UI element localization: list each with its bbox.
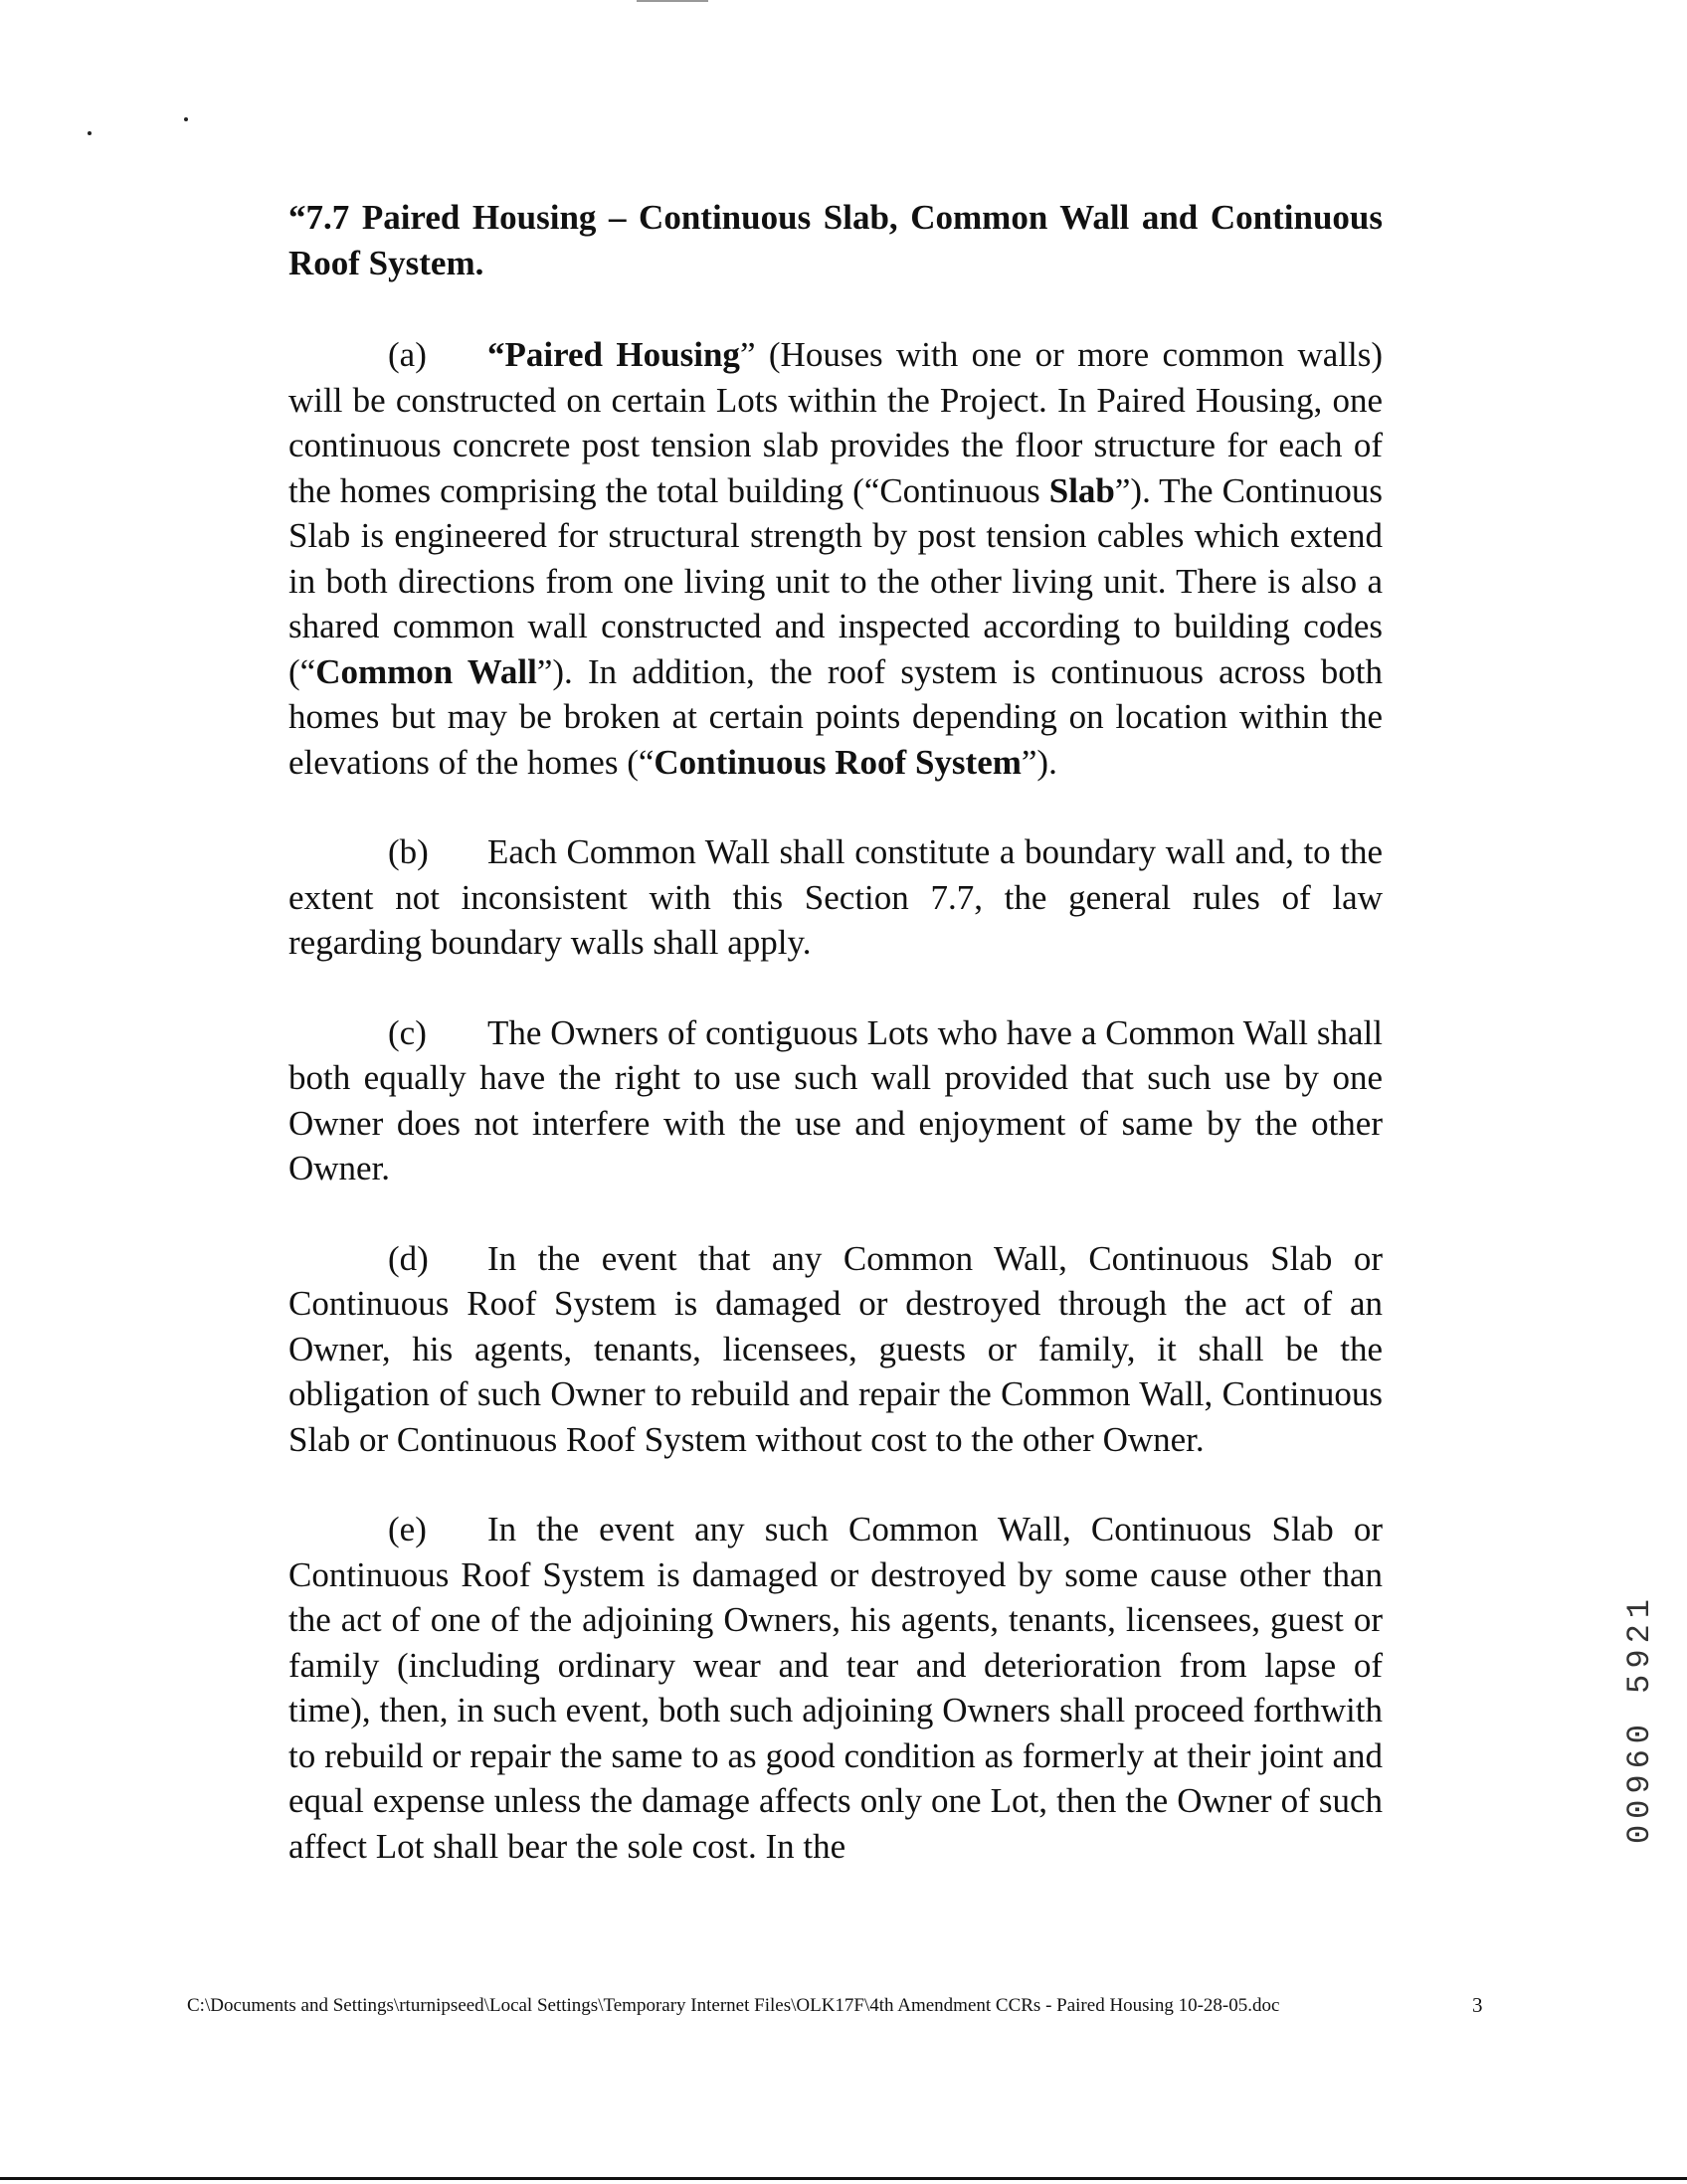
paragraph-d — [288, 1236, 1383, 1463]
paragraph-text: ”). — [1021, 742, 1057, 782]
footer-file-path: C:\Documents and Settings\rturnipseed\Local Settings\Temporary Internet Files\OLK17F\4th Amendment CCRs - Paired Housing 10-28-05.doc — [187, 1995, 1280, 2016]
paragraph-text: ” (Houses with one or more common walls) will be constructed on certain Lots within the Project. In Paired Housing, one continuous concrete post tension slab provides the floor structure for each of the homes comprising the total building (“Continuous — [288, 335, 1383, 510]
scan-edge-mark — [637, 0, 708, 2]
paragraph-text: Each Common Wall shall constitute a boundary wall and, to the extent not inconsistent with this Section 7.7, the general rules of law regarding boundary walls shall apply. — [288, 832, 1383, 962]
paragraph-a — [288, 332, 1383, 785]
page-number: 3 — [1472, 1993, 1483, 2017]
paragraph-e — [288, 1507, 1383, 1869]
paragraph-c — [288, 1010, 1383, 1191]
paragraph-text: In the event that any Common Wall, Continuous Slab or Continuous Roof System is damaged or destroyed through the act of an Owner, his agents, tenants, licensees, guests or family, it shall be the obligation of such Owner to rebuild and repair the Common Wall, Continuous Slab or Continuous Roof System without cost to the other Owner. — [288, 1238, 1383, 1459]
section-heading: “7.7 Paired Housing – Continuous Slab, Common Wall and Continuous Roof System. — [288, 198, 1383, 282]
paragraph-label: (e) — [388, 1510, 427, 1548]
paragraph-label: (b) — [388, 832, 429, 871]
scan-speck — [88, 131, 92, 135]
defined-term: Common Wall — [315, 651, 537, 691]
paragraph-label: (c) — [388, 1012, 427, 1052]
paragraph-text: The Owners of contiguous Lots who have a Common Wall shall both equally have the right to use such wall provided that such use by one Owner does not interfere with the use and enjoyment of same by the other Owner. — [288, 1012, 1383, 1187]
scan-speck — [184, 117, 188, 121]
paragraph-text: ”). In addition, the roof system is continuous across both homes but may be broken at certain points depending on location within the elevations of the homes (“ — [288, 651, 1383, 782]
scan-bottom-edge — [0, 2177, 1687, 2180]
bates-number: 00960 5921 — [1621, 1593, 1658, 1845]
paragraph-label: (a) — [388, 335, 427, 374]
defined-term: Continuous Roof System — [654, 742, 1022, 782]
defined-term: Slab — [1048, 470, 1115, 510]
defined-term: “Paired Housing — [487, 335, 740, 374]
paragraph-text: In the event any such Common Wall, Continuous Slab or Continuous Roof System is damaged or destroyed by some cause other than the act of one of the adjoining Owners, his agents, tenants, licensees, guest or family (including ordinary wear and tear and deterioration from lapse of time), then, in such event, both such adjoining Owners shall proceed forthwith to rebuild or repair the same to as good condition as formerly at their joint and equal expense unless the damage affects only one Lot, then the Owner of such affect Lot shall bear the sole cost. In the — [288, 1510, 1383, 1866]
paragraph-b — [288, 829, 1383, 966]
paragraph-label: (d) — [388, 1238, 429, 1278]
paragraph-text: ”). The Continuous Slab is engineered for structural strength by post tension cables which extend in both directions from one living unit to the other living unit. There is also a shared common wall constructed and inspected according to building codes (“ — [288, 470, 1383, 691]
document-body — [288, 195, 1383, 1869]
